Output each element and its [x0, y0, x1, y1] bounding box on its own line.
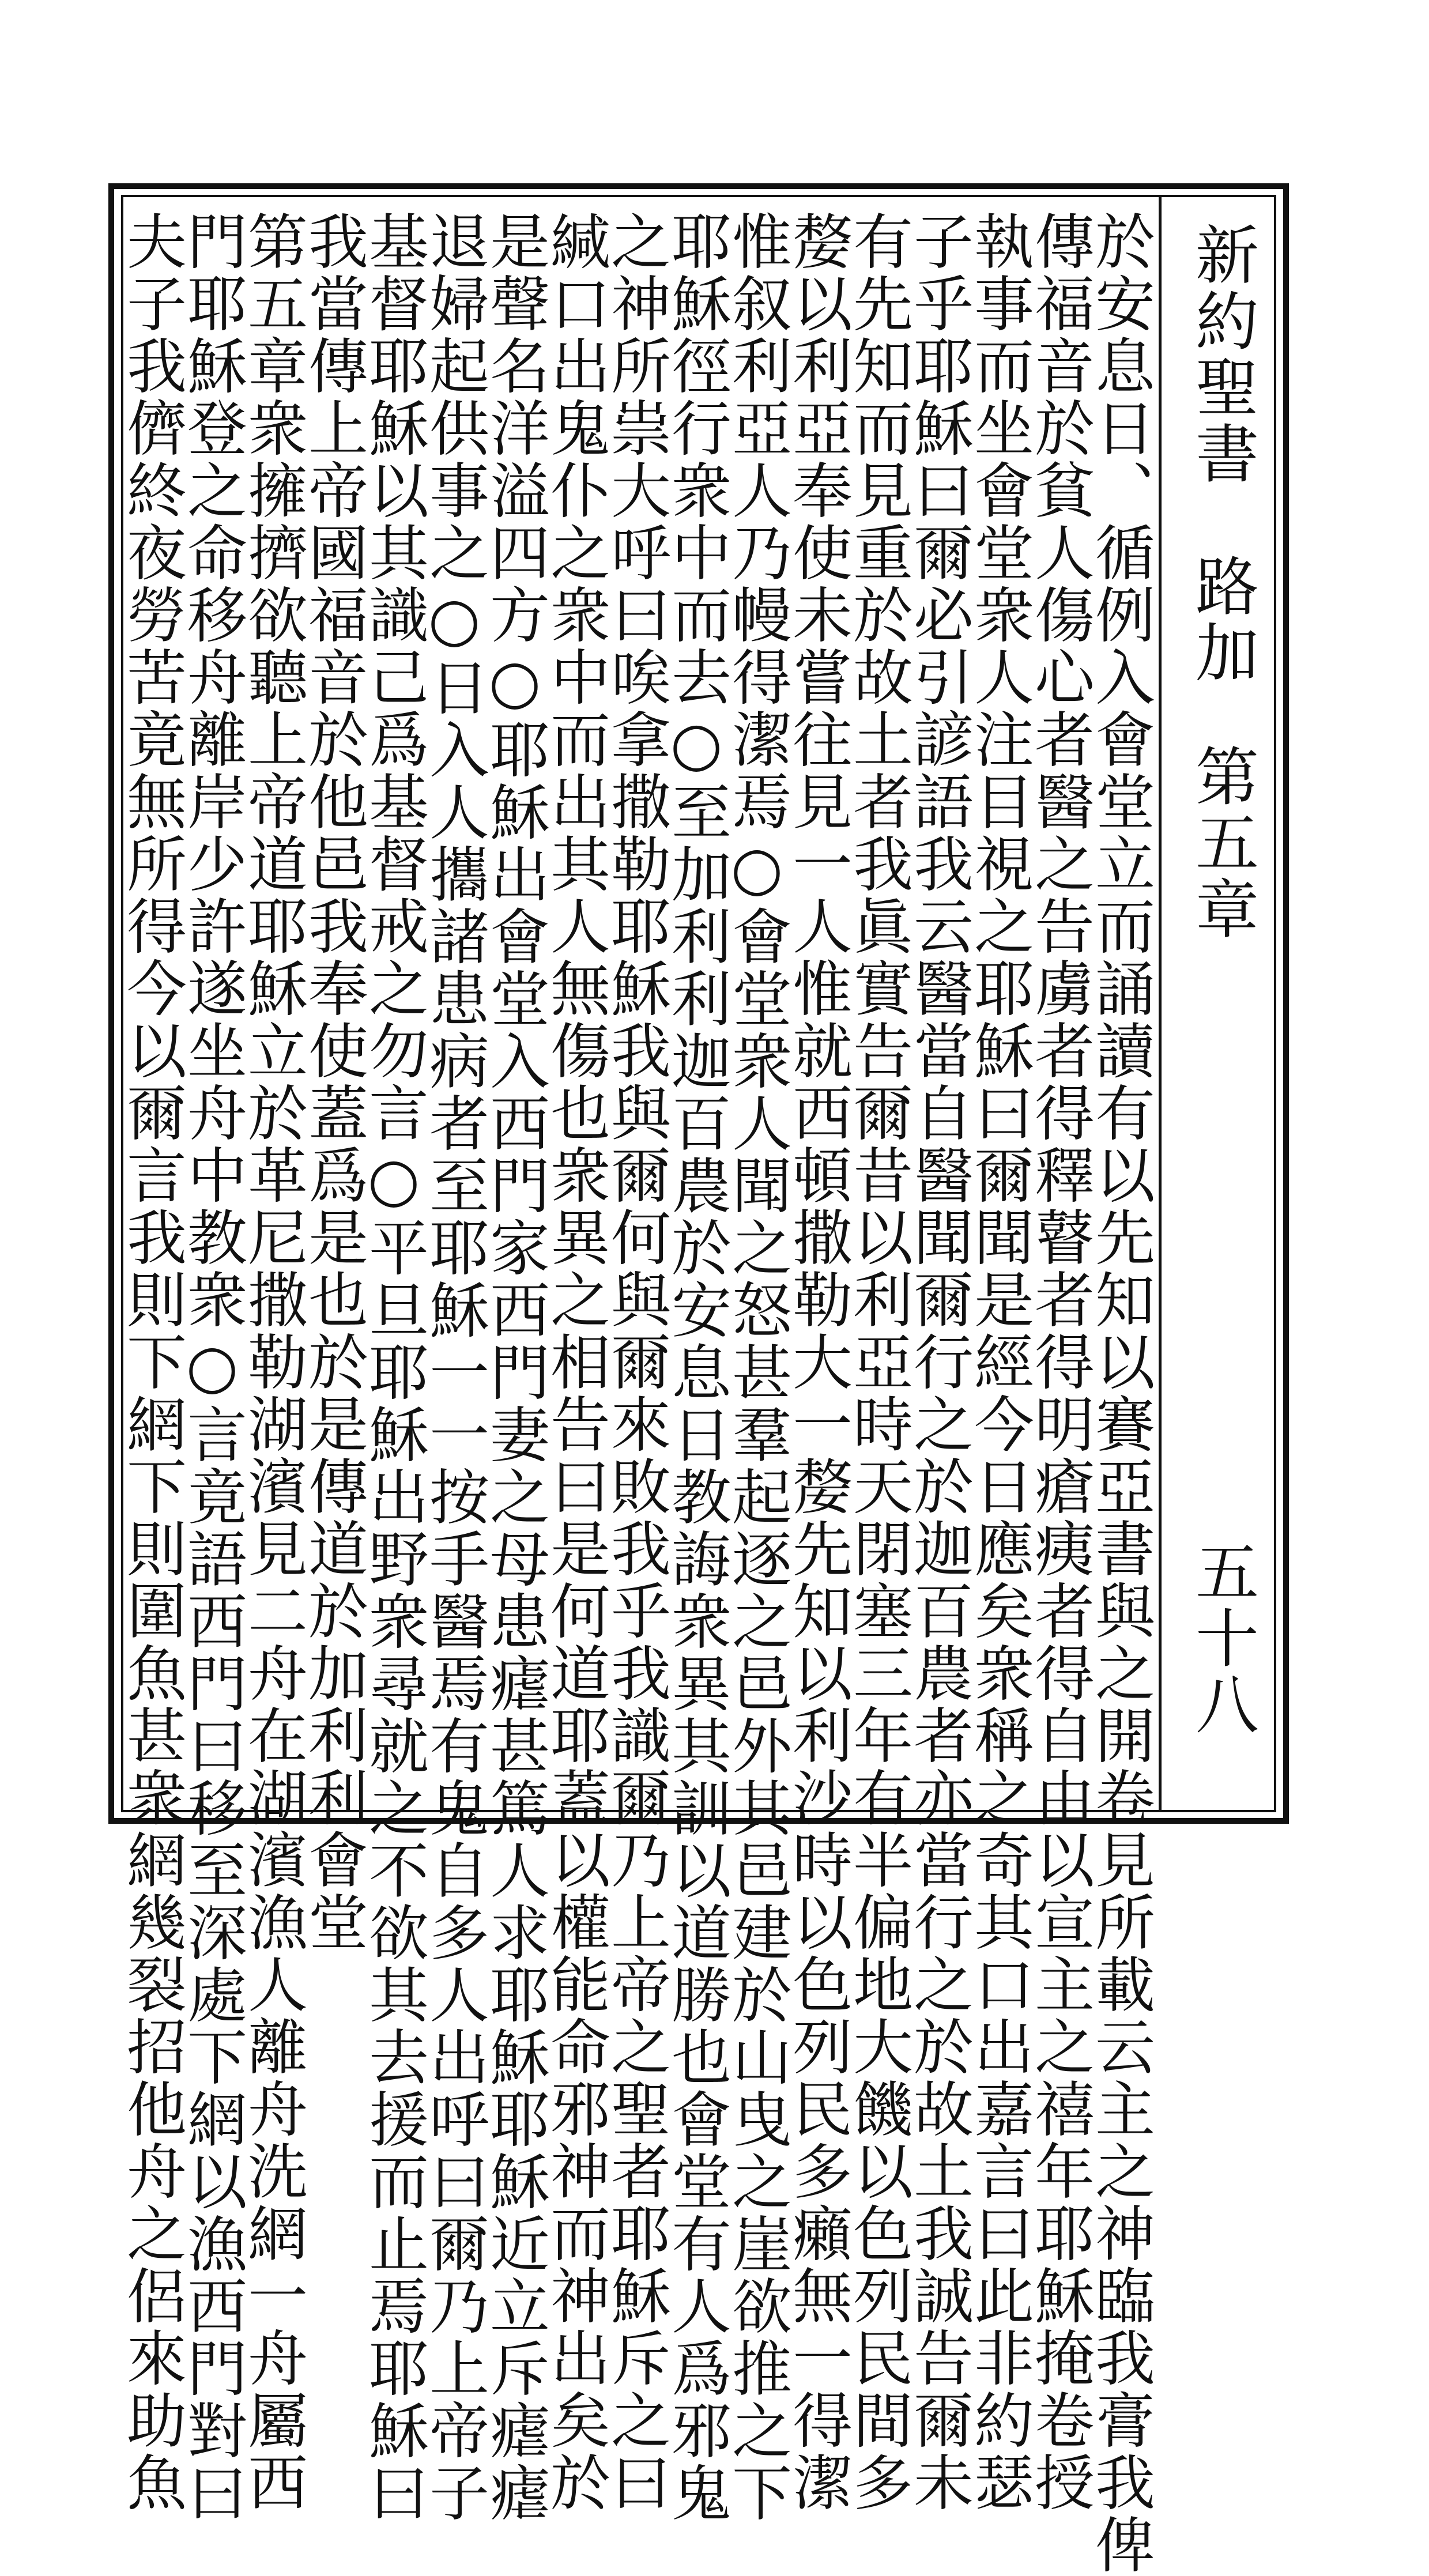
text-column: 於安息日、循例入會堂立而誦讀有以先知以賽亞書與之開卷見所載云主之神臨我膏我俾	[1085, 210, 1155, 2576]
text-column: 之神所祟大呼曰唉拿撒勒耶穌我與爾何與爾來敗我乎我識爾乃上帝之聖者耶穌斥之曰	[601, 210, 671, 2514]
text-column: 第五章衆擁擠欲聽上帝道耶穌立於革尼撒勒湖濱見二舟在湖濱漁人離舟洗網一舟屬西	[237, 210, 308, 2514]
text-column: 子乎耶穌曰爾必引諺語我云醫當自醫聞爾行之於迦百農者亦當行之於故土我誠告爾未	[903, 210, 974, 2514]
text-column: 是聲名洋溢四方○耶穌出會堂入西門家西門妻之母患瘧甚篤人求耶穌耶穌近立斥瘧瘧	[480, 210, 550, 2524]
text-column: 有先知而見重於故土者我眞實告爾昔以利亞時天閉塞三年有半偏地大饑以色列民間多	[843, 210, 913, 2514]
text-column: 基督耶穌以其識己爲基督戒之勿言○平旦耶穌出野衆尋就之不欲其去援而止焉耶穌曰	[359, 210, 429, 2524]
text-column: 門耶穌登之命移舟離岸少許遂坐舟中教衆○言竟語西門曰移至深處下網以漁西門對曰	[177, 210, 247, 2524]
header-divider	[1159, 197, 1162, 1810]
page-number: 五十八	[1185, 1539, 1259, 1738]
text-column: 執事而坐會堂衆人注目視之耶穌曰爾聞是經今日應矣衆稱之奇其口出嘉言曰此非約瑟	[964, 210, 1034, 2514]
text-column: 耶穌徑行衆中而去○至加利利迦百農於安息日教誨衆異其訓以道勝也會堂有人爲邪鬼	[661, 210, 732, 2524]
running-title: 新約聖書 路加	[1185, 222, 1259, 686]
text-column: 夫子我儕終夜勞苦竟無所得今以爾言我則下網下則圍魚甚衆網幾裂招他舟之侶來助魚	[116, 210, 187, 2514]
text-column: 惟叙利亞人乃幔得潔焉○會堂衆人聞之怒甚羣起逐之邑外其邑建於山曳之崖欲推之下	[722, 210, 792, 2524]
text-column: 退婦起供事之○日入人攜諸患病者至耶穌一一按手醫焉有鬼自多人出呼曰爾乃上帝子	[419, 210, 489, 2524]
text-column: 緘口出鬼仆之衆中而出其人無傷也衆異之相告曰是何道耶蓋以權能命邪神而神出矣於	[540, 210, 610, 2514]
text-column: 傳福音於貧人傷心者醫之告虜者得釋瞽者得明瘡痍者得自由以宣主之禧年耶穌掩卷授	[1024, 210, 1095, 2514]
text-column: 嫠以利亞奉使未嘗往見一人惟就西頓撒勒大一嫠先知以利沙時以色列民多癩無一得潔	[782, 210, 853, 2514]
chapter-heading: 第五章	[1185, 744, 1259, 942]
text-column: 我當傳上帝國福音於他邑我奉使蓋爲是也於是傳道於加利利會堂	[298, 210, 368, 1953]
